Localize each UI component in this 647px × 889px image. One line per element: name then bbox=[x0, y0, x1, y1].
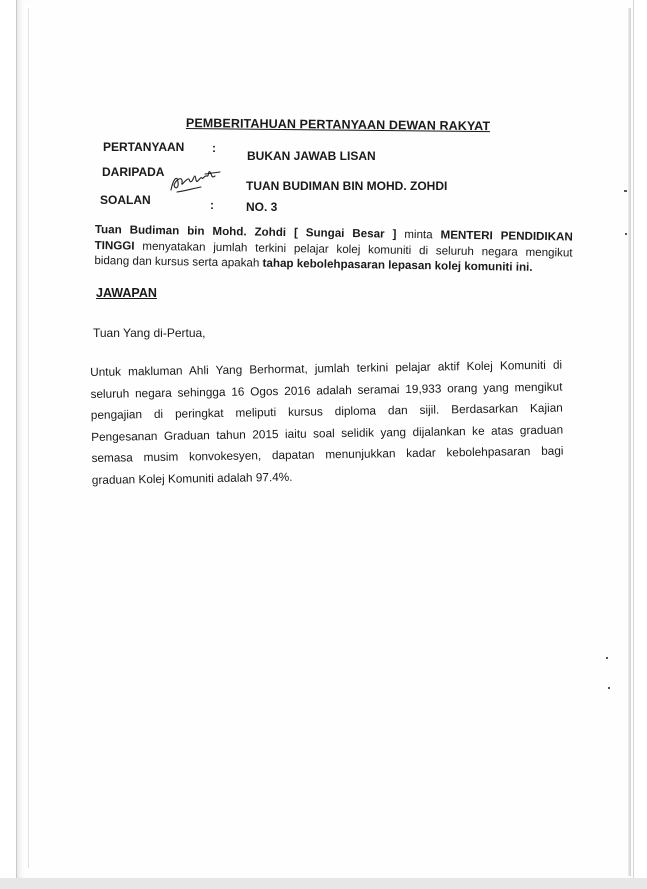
question-paragraph bbox=[94, 222, 573, 276]
question-text: bidang dan kursus serta apakah bbox=[94, 253, 263, 270]
scan-speck bbox=[625, 233, 627, 235]
meta-colon: : bbox=[210, 198, 214, 212]
document-heading: PEMBERITAHUAN PERTANYAAN DEWAN RAKYAT bbox=[185, 116, 491, 134]
salutation: Tuan Yang di-Pertua, bbox=[93, 326, 206, 340]
meta-label-pertanyaan: PERTANYAAN bbox=[103, 140, 185, 154]
question-text: minta bbox=[396, 227, 441, 242]
question-emphasis: tahap kebolehpasaran lepasan kolej komuniti ini. bbox=[262, 256, 533, 274]
answer-line: Untuk makluman Ahli Yang Berhormat, jumlah terkini pelajar aktif Kolej Komuniti di bbox=[90, 357, 563, 379]
meta-value-daripada: TUAN BUDIMAN BIN MOHD. ZOHDI bbox=[246, 179, 448, 193]
answer-line: pengajian di peringkat meliputi kursus diploma dan sijil. Berdasarkan Kajian bbox=[90, 400, 563, 423]
meta-colon: : bbox=[212, 141, 216, 155]
paper-edge-shadow bbox=[28, 8, 29, 868]
scan-speck bbox=[624, 190, 627, 192]
answer-line: Pengesanan Graduan tahun 2015 iaitu soal selidik yang dijalankan ke atas graduan bbox=[91, 422, 564, 444]
scan-speck bbox=[608, 687, 610, 689]
scan-bottom-band bbox=[0, 878, 647, 889]
meta-value-pertanyaan: BUKAN JAWAB LISAN bbox=[247, 149, 376, 163]
minister-title-cont: TINGGI bbox=[94, 238, 135, 253]
answer-paragraph bbox=[90, 355, 564, 492]
answer-line: seluruh negara sehingga 16 Ogos 2016 adalah seramai 19,933 orang yang mengikut bbox=[90, 379, 563, 401]
meta-label-soalan: SOALAN bbox=[100, 193, 151, 207]
meta-label-daripada: DARIPADA bbox=[102, 165, 165, 179]
member-name: Tuan Budiman bin Mohd. Zohdi [ Sungai Besar ] bbox=[94, 222, 397, 241]
minister-title: MENTERI PENDIDIKAN bbox=[440, 228, 573, 244]
answer-line: semasa musim konvokesyen, dapatan menunjukkan kadar kebolehpasaran bagi bbox=[91, 443, 564, 466]
scan-speck bbox=[606, 657, 608, 659]
answer-line: graduan Kolej Komuniti adalah 97.4%. bbox=[91, 469, 293, 487]
signature-scribble bbox=[165, 166, 227, 196]
jawapan-heading: JAWAPAN bbox=[96, 286, 157, 300]
question-text: menyatakan jumlah terkini pelajar kolej komuniti di seluruh negara mengikut bbox=[134, 239, 573, 260]
paper-right-edge bbox=[628, 8, 631, 876]
meta-value-soalan: NO. 3 bbox=[246, 200, 278, 214]
